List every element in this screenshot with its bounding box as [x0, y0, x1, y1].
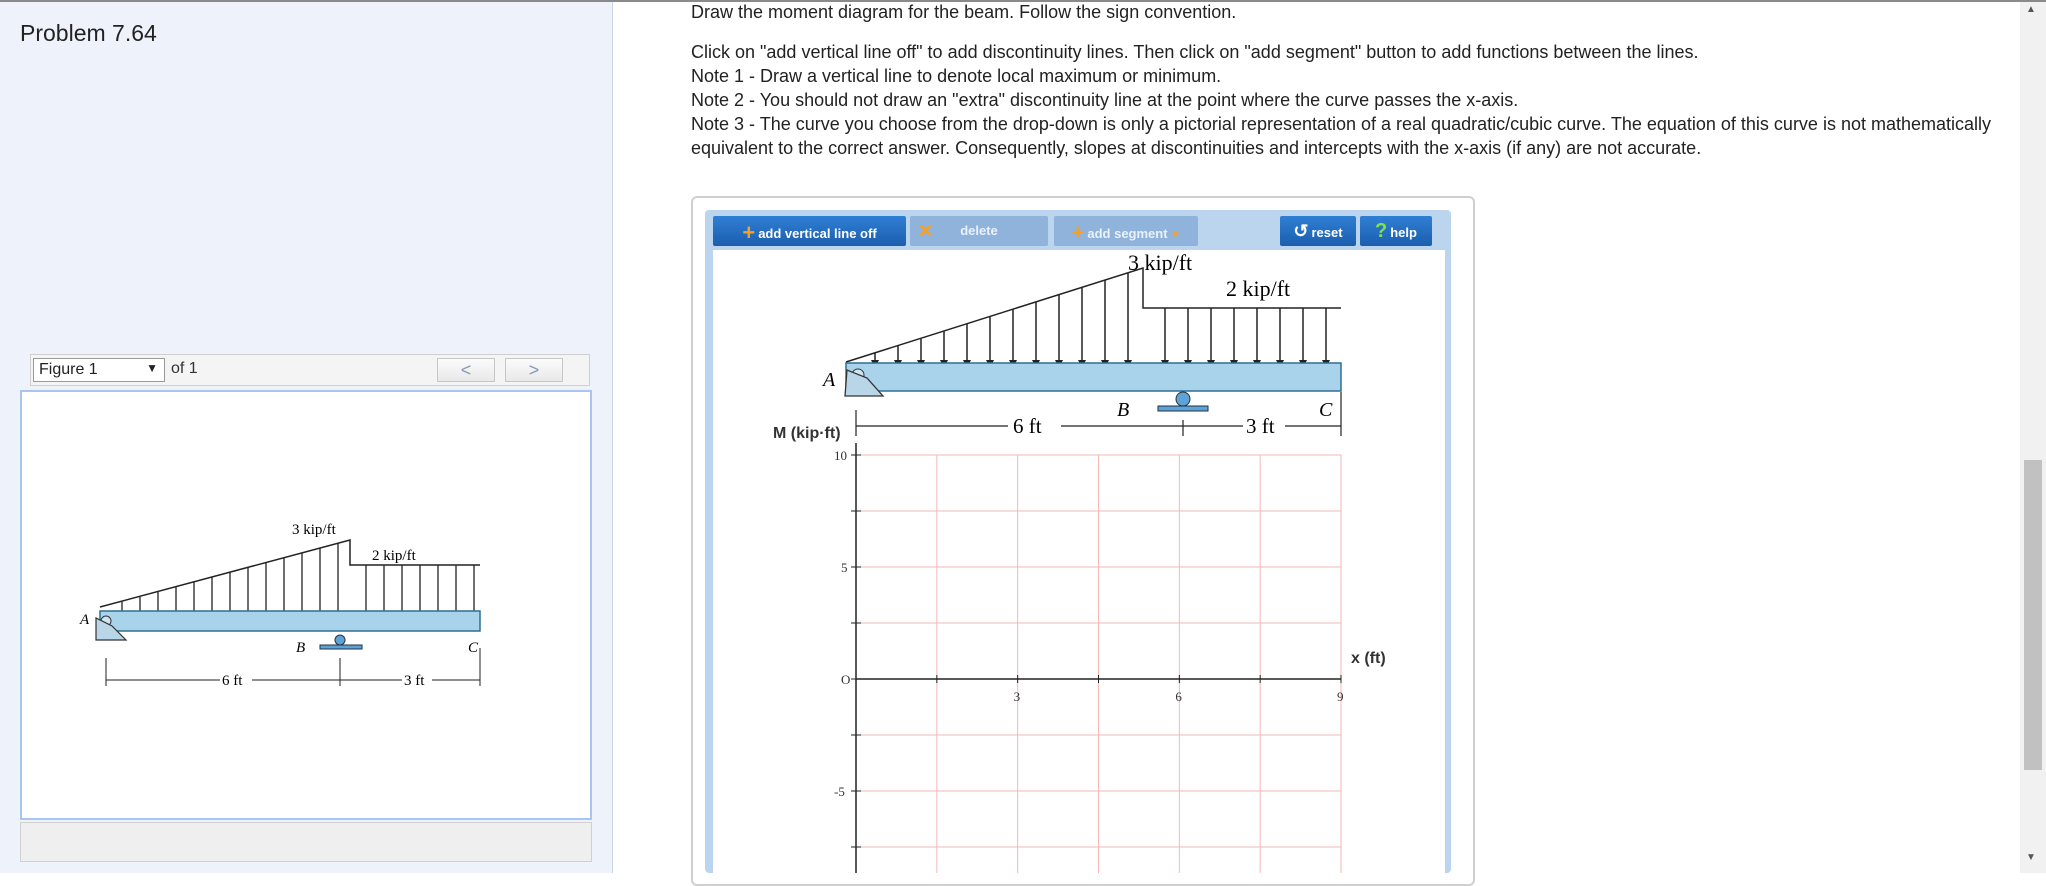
instruction-note-1: Note 1 - Draw a vertical line to denote local maximum or minimum. [691, 66, 1222, 86]
chart-layer [834, 443, 1344, 873]
help-button[interactable] [1360, 216, 1432, 246]
instruction-note-3: Note 3 - The curve you choose from the drop-down is only a pictorial representation of a real quadratic/cubic curve. The equation of this curve is not mathematically equivalent to the correct answer. Consequently, slopes at discontinuities and intercepts with the x-axis (if any) are not accurate. [691, 114, 1992, 158]
add-segment-button[interactable] [1054, 216, 1198, 246]
scrollbar-thumb[interactable] [2024, 460, 2042, 770]
load-label-2: 2 kip/ft [1226, 276, 1291, 301]
figure-frame [20, 390, 592, 820]
x-tick-label: 3 [1013, 689, 1021, 704]
roller-b [1176, 392, 1190, 406]
delete-label: delete [960, 223, 998, 238]
instructions [691, 40, 1991, 160]
close-icon: ✕ [918, 221, 934, 241]
help-label: help [1390, 225, 1417, 240]
label-a: A [823, 369, 836, 391]
scroll-down-arrow-icon[interactable]: ▼ [2026, 852, 2036, 863]
drawing-canvas[interactable] [713, 250, 1445, 873]
label-a: A [80, 612, 90, 628]
instruction-click: Click on "add vertical line off" to add discontinuity lines. Then click on "add segment" button to add functions between the lines. [691, 42, 1699, 62]
label-c: C [468, 640, 479, 656]
y-tick-label: 10 [834, 448, 847, 463]
load-outline [100, 540, 480, 607]
plus-icon: + [1071, 220, 1085, 245]
reset-icon: ↺ [1293, 221, 1309, 241]
add-segment-label: add segment [1087, 226, 1168, 241]
figure-image [22, 392, 590, 818]
label-b: B [1117, 399, 1130, 421]
dim-label-2: 3 ft [404, 673, 425, 689]
label-c: C [1319, 399, 1333, 421]
figure-footer [20, 822, 592, 862]
delete-button[interactable] [910, 216, 1048, 246]
next-figure-button[interactable]: > [505, 358, 563, 382]
problem-title: Problem 7.64 [20, 20, 157, 46]
figure-count: of 1 [171, 360, 198, 377]
help-icon: ? [1375, 220, 1388, 242]
reset-button[interactable] [1280, 216, 1356, 246]
instruction-note-2: Note 2 - You should not draw an "extra" discontinuity line at the point where the curve passes the x-axis. [691, 90, 1519, 110]
y-axis-label: M (kip·ft) [773, 425, 841, 442]
prompt-header: Draw the moment diagram for the beam. Follow the sign convention. [691, 2, 1237, 22]
load-label-1: 3 kip/ft [1128, 250, 1193, 275]
canvas-svg [713, 250, 1445, 873]
x-tick-label: 9 [1337, 689, 1344, 704]
label-b: B [296, 640, 306, 656]
dim-label-2: 3 ft [1246, 414, 1275, 438]
dim-label-1: 6 ft [1013, 414, 1042, 438]
roller-b [335, 635, 345, 645]
reset-label: reset [1311, 225, 1343, 240]
beam [846, 363, 1341, 391]
support-b [1158, 406, 1208, 411]
plus-icon: + [742, 220, 756, 245]
y-tick-label: O [841, 672, 851, 687]
x-tick-label: 6 [1175, 689, 1182, 704]
add-line-label: add vertical line off [758, 226, 877, 241]
add-vertical-line-button[interactable] [713, 216, 906, 246]
y-tick-label: -5 [834, 784, 845, 799]
x-axis-label: x (ft) [1351, 650, 1386, 667]
figure-select-value: Figure 1 [39, 361, 98, 378]
chevron-down-icon: ▼ [146, 361, 158, 375]
y-tick-label: 5 [841, 560, 848, 575]
dim-label-1: 6 ft [222, 673, 243, 689]
scroll-up-arrow-icon[interactable]: ▲ [2026, 4, 2036, 15]
figure-nav-bar [30, 354, 590, 386]
prev-figure-button[interactable]: < [437, 358, 495, 382]
load-label-1: 3 kip/ft [292, 522, 336, 538]
load-label-2: 2 kip/ft [372, 548, 416, 564]
support-b [320, 645, 362, 649]
figure-select[interactable] [33, 358, 165, 382]
chevron-down-icon: ▼ [1170, 230, 1181, 241]
beam [100, 611, 480, 631]
